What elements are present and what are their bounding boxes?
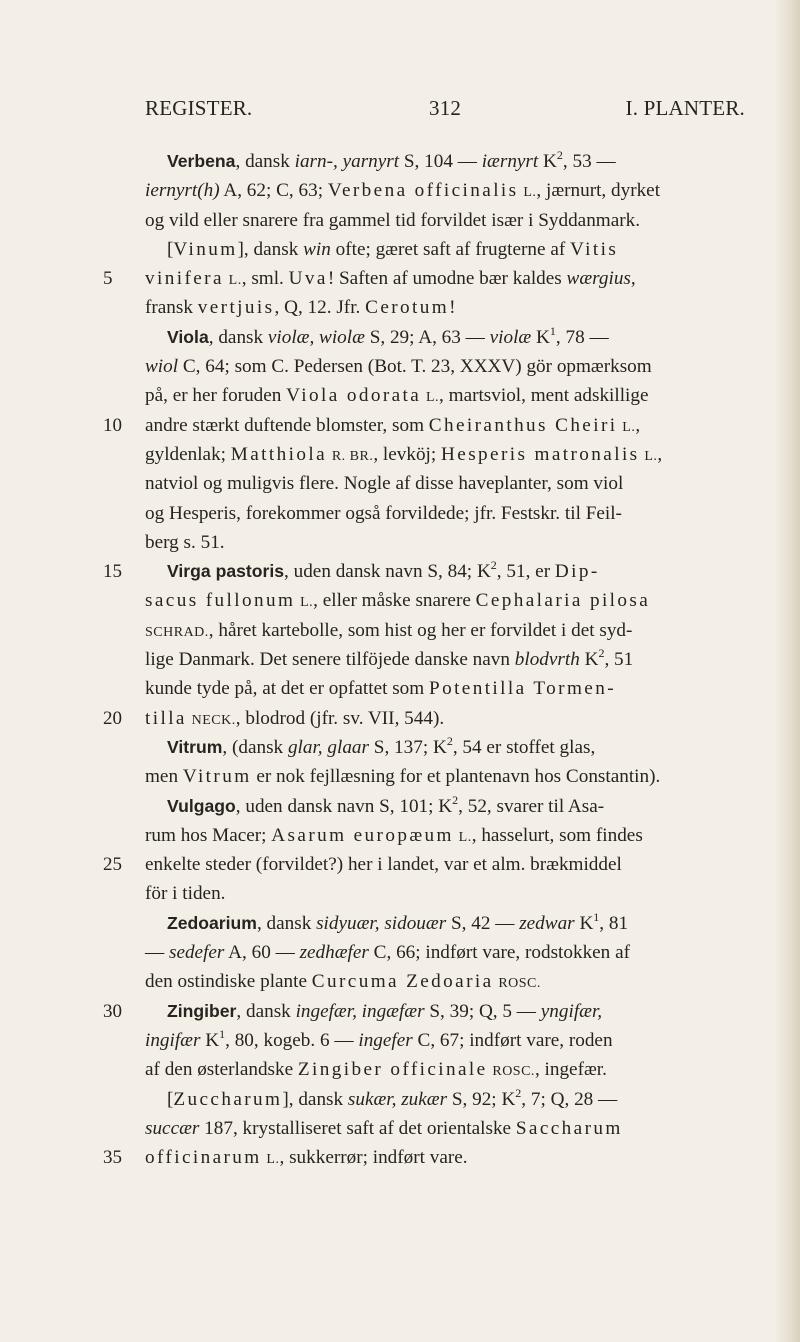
entry-headword: Verbena (167, 151, 236, 171)
text-run: ofte; gæret saft af frugterne af (330, 238, 571, 260)
text-line (103, 264, 755, 293)
text-run: er nok fejllæsning for et plantenavn hos Constantin). (251, 766, 661, 788)
text-line (145, 879, 755, 908)
latin-name: vinifera (145, 268, 224, 290)
entry-headword: Vitrum (167, 736, 223, 757)
author-abbrev: R. BR. (331, 448, 374, 464)
text-run: S, 137; K (368, 736, 447, 758)
old-danish-form: win (303, 238, 331, 260)
text-line (145, 1085, 755, 1114)
text-run: , 51 (604, 649, 634, 671)
text-line (145, 733, 755, 762)
latin-name: Asarum europæum (271, 824, 454, 846)
latin-name: Hesperis matronalis (441, 443, 640, 465)
superscript: 2 (490, 558, 497, 573)
text-run: , dansk (236, 1000, 296, 1022)
text-run: S, 104 — (399, 151, 482, 172)
text-line (145, 293, 755, 322)
text-run: K (200, 1029, 220, 1051)
text-run: ! (449, 297, 456, 319)
old-danish-form: glar, glaar (287, 736, 369, 758)
text-run: og vild eller snarere fra gammel tid forvildet især i Syddanmark. (145, 209, 641, 231)
text-run: kunde tyde på, at det er opfattet som (145, 678, 429, 700)
latin-name: tilla (145, 707, 187, 729)
latin-name: officinarum (145, 1147, 262, 1169)
text-line (145, 586, 755, 615)
line-number: 20 (103, 707, 122, 729)
text-run: C, 67; indført vare, roden (412, 1029, 613, 1051)
text-line (145, 499, 755, 528)
text-run: [ (167, 238, 174, 260)
old-danish-form: zedwar (519, 912, 575, 934)
author-abbrev: L. (228, 273, 242, 289)
text-line (103, 557, 755, 586)
running-header (145, 96, 745, 126)
text-run: , dansk (256, 912, 317, 934)
superscript: 1 (549, 323, 556, 338)
latin-name: Verbena officinalis (327, 180, 519, 202)
text-run: , sml. (241, 268, 289, 290)
text-run: , uden dansk navn S, 101; K (235, 795, 453, 817)
latin-name: sacus fullonum (145, 590, 296, 612)
text-run: , (657, 443, 663, 465)
text-line (145, 323, 755, 352)
old-danish-form: sukær, zukær (347, 1088, 448, 1110)
entry-headword: Virga pastoris (167, 561, 285, 582)
old-danish-form: iernyrt(h) (145, 180, 220, 202)
text-run: ! Saften af umodne bær kaldes (327, 268, 567, 290)
text-run: K (579, 649, 599, 671)
text-run: , hasselurt, som findes (471, 824, 643, 846)
old-danish-form: blodvrth (514, 649, 580, 671)
text-run: , ingefær. (534, 1059, 607, 1081)
text-run: , håret kartebolle, som hist og her er forvildet i det syd- (208, 619, 633, 641)
text-line (145, 1114, 755, 1143)
line-number: 15 (103, 561, 122, 583)
text-run: K (574, 912, 594, 934)
text-line (145, 792, 755, 821)
latin-name: Vitrum (182, 766, 252, 788)
text-line (145, 469, 755, 498)
author-abbrev: ROSC. (492, 1064, 535, 1080)
text-run: , 51, er (496, 561, 555, 583)
latin-name: Viola odorata (286, 385, 422, 407)
text-run: , sukkerrør; indført vare. (279, 1147, 468, 1169)
text-run: gyldenlak; (145, 443, 231, 465)
text-run: natviol og muligvis flere. Nogle af disse haveplanter, som viol (145, 473, 624, 495)
text-line (145, 176, 755, 205)
text-run: , martsviol, ment adskillige (439, 385, 649, 407)
text-run: , eller måske snarere (313, 590, 476, 612)
text-run: ], dansk (237, 238, 304, 260)
text-run: C, 64; som C. Pedersen (Bot. T. 23, XXXV) gör opmærksom (178, 356, 652, 378)
superscript: 2 (452, 792, 459, 807)
text-line (145, 1055, 755, 1084)
text-run: og Hesperis, forekommer også forvildede; jfr. Festskr. til Feil- (145, 502, 622, 524)
text-run: A, 62; C, 63; (219, 180, 328, 202)
text-run: af den østerlandske (145, 1059, 298, 1081)
line-number: 25 (103, 854, 122, 876)
latin-name: Cephalaria pilosa (475, 590, 651, 612)
text-line (145, 909, 755, 938)
header-section-title: REGISTER. (145, 96, 253, 120)
text-run: den ostindiske plante (145, 971, 312, 993)
text-line (103, 1143, 755, 1172)
old-danish-form: ingefer (358, 1029, 413, 1051)
author-abbrev: L. (622, 419, 636, 435)
latin-name: vertjuis (197, 297, 275, 319)
latin-name: Potentilla Tormen- (429, 678, 616, 700)
text-line (103, 997, 755, 1026)
latin-name: Vinum (173, 238, 238, 260)
text-run: , levköj; (373, 443, 442, 465)
text-run: [ (167, 1088, 174, 1110)
text-run: rum hos Macer; (145, 824, 272, 846)
text-run: S, 29; A, 63 — (364, 326, 490, 348)
text-line (145, 821, 755, 850)
author-abbrev: L. (644, 448, 658, 464)
text-run: , 52, svarer til Asa- (458, 795, 605, 817)
text-run: , 78 — (555, 326, 609, 348)
superscript: 2 (556, 148, 563, 162)
author-abbrev: L. (523, 185, 537, 201)
old-danish-form: violæ, wiolæ (267, 326, 365, 348)
text-run: , 7; Q, 28 — (521, 1088, 618, 1110)
text-line (145, 616, 755, 645)
latin-name: Uva (288, 268, 328, 290)
author-abbrev: ROSC. (498, 976, 541, 992)
text-run: A, 60 — (224, 942, 300, 964)
text-run: men (145, 766, 183, 788)
old-danish-form: iærnyrt (481, 151, 539, 172)
text-run: — (145, 942, 169, 964)
text-line (145, 206, 755, 235)
old-danish-form: zedhæfer (299, 942, 369, 964)
text-run: K (531, 326, 550, 348)
superscript: 1 (593, 909, 600, 924)
text-run: , Q, 12. Jfr. (274, 297, 366, 319)
latin-name: Cheiranthus Cheiri (428, 414, 618, 436)
text-line (145, 528, 755, 557)
old-danish-form: wærgius (566, 268, 631, 290)
text-line (103, 850, 755, 879)
superscript: 2 (446, 733, 453, 748)
text-run: fransk (145, 297, 198, 319)
author-abbrev: L. (425, 390, 440, 406)
latin-name: Cerotum (365, 297, 450, 319)
latin-name: Vitis (570, 238, 619, 260)
text-run: , uden dansk navn S, 84; K (284, 561, 491, 583)
page-number: 312 (429, 96, 462, 120)
old-danish-form: violæ (489, 326, 532, 348)
text-run: på, er her foruden (145, 385, 287, 407)
latin-name: Saccharum (515, 1117, 623, 1139)
line-number: 30 (103, 1000, 122, 1022)
text-line (145, 381, 755, 410)
old-danish-form: iarn-, yarnyrt (294, 151, 400, 172)
text-run: lige Danmark. Det senere tilföjede danske navn (145, 649, 515, 671)
old-danish-form: sidyuær, sidouær (316, 912, 447, 934)
text-run: , dansk (235, 151, 295, 172)
superscript: 1 (219, 1026, 226, 1041)
entry-headword: Zingiber (167, 1000, 237, 1021)
old-danish-form: ingifær (145, 1029, 201, 1051)
text-line (103, 411, 755, 440)
old-danish-form: succær (145, 1117, 200, 1139)
text-line (145, 440, 755, 469)
text-line (145, 762, 755, 791)
author-abbrev: NECK. (191, 712, 236, 728)
text-run: berg s. 51. (145, 531, 225, 553)
text-run: , (630, 268, 636, 290)
entry-headword: Vulgago (167, 795, 236, 816)
old-danish-form: yngifær, (540, 1000, 603, 1022)
text-run: K (538, 151, 557, 172)
text-run: , 53 — (562, 151, 616, 172)
text-run: S, 39; Q, 5 — (424, 1000, 541, 1022)
line-number: 35 (103, 1147, 122, 1169)
text-run: , dansk (208, 326, 268, 348)
text-line (145, 645, 755, 674)
text-run: C, 66; indført vare, rodstokken af (368, 942, 630, 964)
text-run: för i tiden. (145, 883, 226, 905)
text-run: enkelte steder (forvildet?) her i landet, var et alm. brækmiddel (145, 854, 622, 876)
text-line (145, 235, 755, 264)
old-danish-form: ingefær, ingæfær (295, 1000, 425, 1022)
author-abbrev: L. (458, 829, 472, 845)
latin-name: Matthiola (230, 443, 328, 465)
latin-name: Curcuma Zedoaria (311, 971, 494, 993)
author-abbrev: SCHRAD. (145, 624, 209, 640)
text-run: , blodrod (jfr. sv. VII, 544). (235, 707, 445, 729)
text-run: , jærnurt, dyrket (536, 180, 661, 202)
superscript: 2 (598, 646, 605, 661)
text-run: , 81 (599, 912, 629, 934)
latin-name: Dip- (554, 561, 600, 583)
text-line (145, 938, 755, 967)
text-run: ], dansk (282, 1088, 348, 1110)
entry-headword: Viola (167, 326, 209, 347)
text-run: S, 92; K (447, 1088, 516, 1110)
author-abbrev: L. (300, 595, 314, 611)
old-danish-form: sedefer (168, 942, 225, 964)
line-number: 5 (103, 268, 113, 290)
text-line (145, 967, 755, 996)
text-line (103, 704, 755, 733)
entry-headword: Zedoarium (167, 912, 257, 933)
register-entries (103, 147, 755, 1172)
text-run: S, 42 — (446, 912, 520, 934)
text-line (145, 147, 755, 176)
superscript: 2 (515, 1085, 522, 1100)
header-chapter-title: I. PLANTER. (625, 96, 745, 120)
text-line (145, 674, 755, 703)
text-run: , 54 er stoffet glas, (452, 736, 596, 758)
text-line (145, 1026, 755, 1055)
text-run: andre stærkt duftende blomster, som (145, 414, 429, 436)
latin-name: Zingiber officinale (297, 1059, 488, 1081)
page-edge-shadow (774, 0, 800, 1342)
old-danish-form: wiol (145, 356, 179, 378)
text-run: 187, krystalliseret saft af det orientalske (199, 1117, 516, 1139)
text-run: , 80, kogeb. 6 — (225, 1029, 359, 1051)
author-abbrev: L. (266, 1152, 280, 1168)
text-line (145, 352, 755, 381)
text-run: , (dansk (222, 736, 288, 758)
latin-name: Zuccharum (173, 1088, 283, 1110)
line-number: 10 (103, 414, 122, 436)
text-run: , (635, 414, 641, 436)
